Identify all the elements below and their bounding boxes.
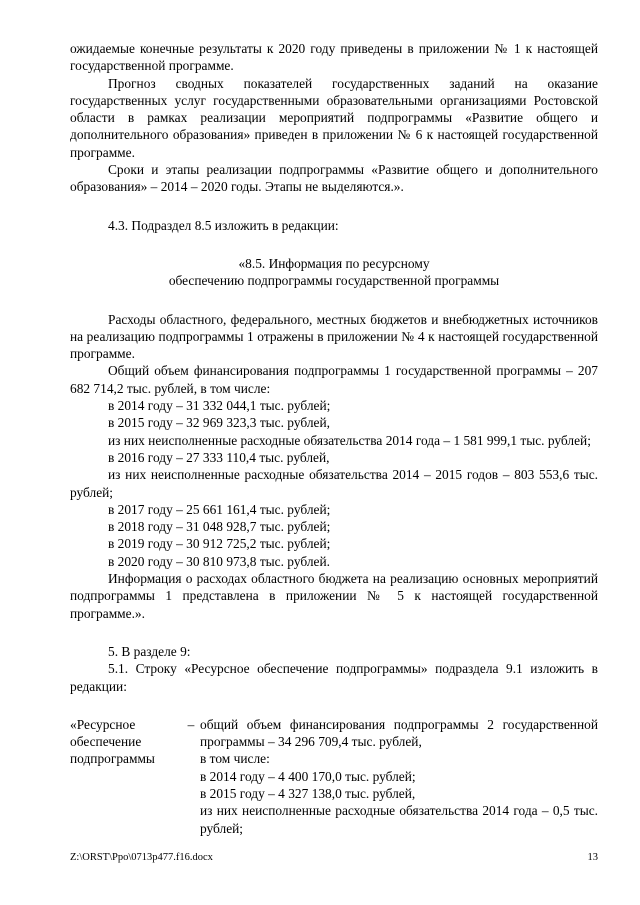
heading-line-2: обеспечению подпрограммы государственной программы <box>168 273 500 289</box>
resource-including: в том числе: <box>200 751 270 767</box>
line-unfulfilled-2014-2015: из них неисполненные расходные обязательства 2014 – 2015 годов – 803 553,6 тыс. рублей; <box>70 467 598 500</box>
line-2018: в 2018 году – 31 048 928,7 тыс. рублей; <box>108 519 331 535</box>
paragraph-subsection-4-3: 4.3. Подраздел 8.5 изложить в редакции: <box>108 217 339 233</box>
paragraph-expenses: Расходы областного, федерального, местных бюджетов и внебюджетных источников на реализацию подпрограммы 1 отражены в приложении № 4 к настоящей государственной программе. <box>70 311 598 362</box>
paragraph-regional-budget: Информация о расходах областного бюджета на реализацию основных мероприятий подпрограммы 1 представлена в приложении № 5 к настоящей государственной программе.». <box>70 571 598 621</box>
footer-file-path: Z:\ORST\Ppo\0713p477.f16.docx <box>70 852 213 863</box>
line-unfulfilled-2014: из них неисполненные расходные обязательства 2014 года – 1 581 999,1 тыс. рублей; <box>108 432 591 448</box>
resource-2015: в 2015 году – 4 327 138,0 тыс. рублей, <box>200 785 416 801</box>
resource-details <box>200 716 598 837</box>
line-2019: в 2019 году – 30 912 725,2 тыс. рублей; <box>108 536 331 552</box>
resource-dash: – <box>187 716 195 732</box>
paragraph-total-financing: Общий объем финансирования подпрограммы 1 государственной программы – 207 682 714,2 тыс. рублей, в том числе: <box>70 363 598 396</box>
line-2016: в 2016 году – 27 333 110,4 тыс. рублей, <box>108 449 330 465</box>
paragraph-terms: Сроки и этапы реализации подпрограммы «Развитие общего и дополнительного образования» – 2014 – 2020 годы. Этапы не выделяются.». <box>70 162 598 195</box>
resource-table-row <box>70 716 598 837</box>
document-body <box>70 40 598 837</box>
line-2020: в 2020 году – 30 810 973,8 тыс. рублей. <box>108 553 330 569</box>
resource-total: общий объем финансирования подпрограммы 2 государственной программы – 34 296 709,4 тыс. рублей, <box>200 716 598 750</box>
paragraph-expected-results: ожидаемые конечные результаты к 2020 году приведены в приложении № 1 к настоящей государственной программе. <box>70 41 598 74</box>
paragraph-5-1: 5.1. Строку «Ресурсное обеспечение подпрограммы» подраздела 9.1 изложить в редакции: <box>70 661 598 694</box>
resource-label: «Ресурсное обеспечение подпрограммы <box>70 716 155 767</box>
line-2015: в 2015 году – 32 969 323,3 тыс. рублей, <box>108 415 330 431</box>
line-2017: в 2017 году – 25 661 161,4 тыс. рублей; <box>108 501 331 517</box>
page-number: 13 <box>587 852 598 863</box>
resource-unfulfilled: из них неисполненные расходные обязательства 2014 года – 0,5 тыс. рублей; <box>200 803 598 836</box>
paragraph-section-9: 5. В разделе 9: <box>108 643 191 659</box>
line-2014: в 2014 году – 31 332 044,1 тыс. рублей; <box>108 398 331 414</box>
paragraph-forecast: Прогноз сводных показателей государственных заданий на оказание государственных услуг государственными образовательными организациями Ростовской области в рамках реализации мероприятий подпрограммы «Развитие общего и дополнительного образования» приведен в приложении № 6 к настоящей государственной программе. <box>70 75 598 160</box>
resource-2014: в 2014 году – 4 400 170,0 тыс. рублей; <box>200 768 416 784</box>
heading-line-1: «8.5. Информация по ресурсному <box>238 255 430 271</box>
